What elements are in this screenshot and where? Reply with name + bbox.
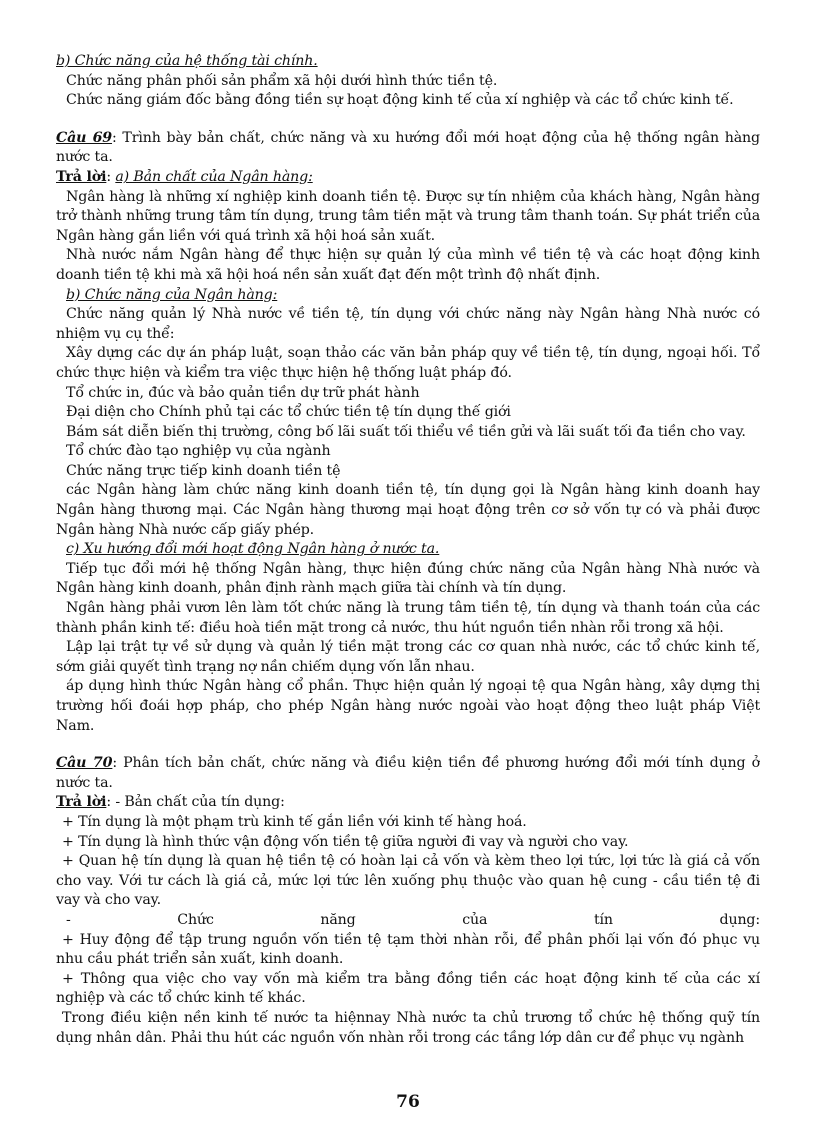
text-line: Xây dựng các dự án pháp luật, soạn thảo các văn bản pháp quy về tiền tệ, tín dụng, ngoại hối. Tổ (66, 345, 760, 362)
text-line: Lập lại trật tự về sử dụng và quản lý tiền mặt trong các cơ quan nhà nước, các tổ chức kinh tế, (66, 639, 760, 656)
text-line: nước ta. (56, 774, 113, 791)
text-line: Ngân hàng kinh doanh, phân định rành mạch giữa tài chính và tín dụng. (56, 580, 567, 597)
text-line: nước ta. (56, 149, 113, 166)
text-line: - Chức năng của tín dụng: (66, 911, 760, 928)
text-line: dụng nhân dân. Phải thu hút các nguồn vốn nhàn rỗi trong các tầng lớp dân cư để phục vụ ngành (56, 1029, 744, 1046)
section-heading: b) Chức năng của Ngân hàng: (66, 286, 278, 303)
text-line: Chức năng giám đốc bằng đồng tiền sự hoạt động kinh tế của xí nghiệp và các tổ chức kinh tế. (66, 92, 734, 109)
text-line: trường hối đoái hợp pháp, cho phép Ngân hàng nước ngoài vào hoạt động theo luật pháp Việt (56, 698, 760, 714)
text-line: thành phần kinh tế: điều hoà tiền mặt trong cả nước, thu hút nguồn tiền nhàn rỗi trong xã hội. (56, 619, 724, 636)
text-line: Bám sát diễn biến thị trường, công bố lãi suất tối thiểu về tiền gửi và lãi suất tối đa tiền cho vay. (66, 423, 746, 440)
text-line: trở thành những trung tâm tín dụng, trung tâm tiền mặt và trung tâm thanh toán. Sự phát triển của (56, 208, 760, 225)
text-line: Chức năng phân phối sản phẩm xã hội dưới hình thức tiền tệ. (66, 72, 498, 89)
text-line: nhu cầu phát triển sản xuất, kinh doanh. (56, 951, 344, 968)
text-line: nhiệm vụ cụ thể: (56, 325, 175, 342)
text-line: doanh tiền tệ khi mà xã hội hoá nền sản xuất đạt đến một trình độ nhất định. (56, 266, 601, 283)
text-line: Tổ chức in, đúc và bảo quản tiền dự trữ phát hành (66, 384, 420, 401)
text-line: Ngân hàng phải vươn lên làm tốt chức năng là trung tâm tiền tệ, tín dụng và thanh toán của các (66, 600, 760, 617)
text-line: Ngân hàng thương mại. Các Ngân hàng thương mại hoạt động trên cơ sở vốn tự có và phải được (56, 502, 760, 519)
text-line: Tổ chức đào tạo nghiệp vụ của ngành (66, 443, 331, 460)
text-line: + Huy động để tập trung nguồn vốn tiền tệ tạm thời nhàn rỗi, để phân phối lại vốn đó phục vụ (62, 931, 760, 948)
text-line: Chức năng trực tiếp kinh doanh tiền tệ (66, 462, 341, 479)
section-heading: c) Xu hướng đổi mới hoạt động Ngân hàng ở nước ta. (66, 541, 440, 558)
text-line: chức thực hiện và kiểm tra việc thực hiện hệ thống luật pháp đó. (56, 364, 512, 381)
answer-heading: Trả lời: a) Bản chất của Ngân hàng: (56, 168, 313, 185)
text-line: Tiếp tục đổi mới hệ thống Ngân hàng, thực hiện đúng chức năng của Ngân hàng Nhà nước và (66, 560, 760, 577)
text-line: cho vay. Với tư cách là giá cả, mức lợi tức lên xuống phụ thuộc vào quan hệ cung - cầu tiền tệ đi (56, 872, 760, 889)
text-line: Nam. (56, 717, 95, 734)
text-line: + Quan hệ tín dụng là quan hệ tiền tệ có hoàn lại cả vốn và kèm theo lợi tức, lợi tức là giá cả vốn (62, 853, 760, 870)
text-line: Nhà nước nắm Ngân hàng để thực hiện sự quản lý của mình về tiền tệ và các hoạt động kinh (66, 247, 760, 264)
text-line: Ngân hàng là những xí nghiệp kinh doanh tiền tệ. Được sự tín nhiệm của khách hàng, Ngân hàng (66, 188, 760, 205)
answer-heading: Trả lời: - Bản chất của tín dụng: (56, 794, 285, 811)
text-line: Ngân hàng Nhà nước cấp giấy phép. (56, 521, 315, 538)
text-line: áp dụng hình thức Ngân hàng cổ phần. Thực hiện quản lý ngoại tệ qua Ngân hàng, xây dựng thị (66, 678, 760, 695)
text-line: Ngân hàng gắn liền với quá trình xã hội hoá sản xuất. (56, 227, 435, 244)
section-heading: b) Chức năng của hệ thống tài chính. (56, 53, 318, 69)
document-body (56, 52, 760, 1048)
text-line: + Thông qua việc cho vay vốn mà kiểm tra bằng đồng tiền các hoạt động kinh tế của các xí (62, 970, 760, 987)
text-line: Chức năng quản lý Nhà nước về tiền tệ, tín dụng với chức năng này Ngân hàng Nhà nước có (66, 306, 760, 323)
question-69: Câu 69: Trình bày bản chất, chức năng và xu hướng đổi mới hoạt động của hệ thống ngân hàng (56, 129, 760, 146)
text-line: Trong điều kiện nền kinh tế nước ta hiệnnay Nhà nước ta chủ trương tổ chức hệ thống quỹ tín (62, 1009, 760, 1026)
question-70: Câu 70: Phân tích bản chất, chức năng và điều kiện tiền đề phương hướng đổi mới tính dụng ở (56, 755, 760, 772)
text-line: nghiệp và các tổ chức kinh tế khác. (56, 990, 306, 1007)
text-line: + Tín dụng là một phạm trù kinh tế gắn liền với kinh tế hàng hoá. (62, 813, 527, 830)
text-line: sớm giải quyết tình trạng nợ nần chiếm dụng vốn lẫn nhau. (56, 658, 475, 675)
text-line: vay và cho vay. (56, 892, 161, 909)
page-number: 76 (396, 1092, 420, 1112)
text-line: Đại diện cho Chính phủ tại các tổ chức tiền tệ tín dụng thế giới (66, 404, 511, 421)
text-line: các Ngân hàng làm chức năng kinh doanh tiền tệ, tín dụng gọi là Ngân hàng kinh doanh hay (66, 482, 760, 499)
text-line: + Tín dụng là hình thức vận động vốn tiền tệ giữa người đi vay và người cho vay. (62, 833, 629, 850)
